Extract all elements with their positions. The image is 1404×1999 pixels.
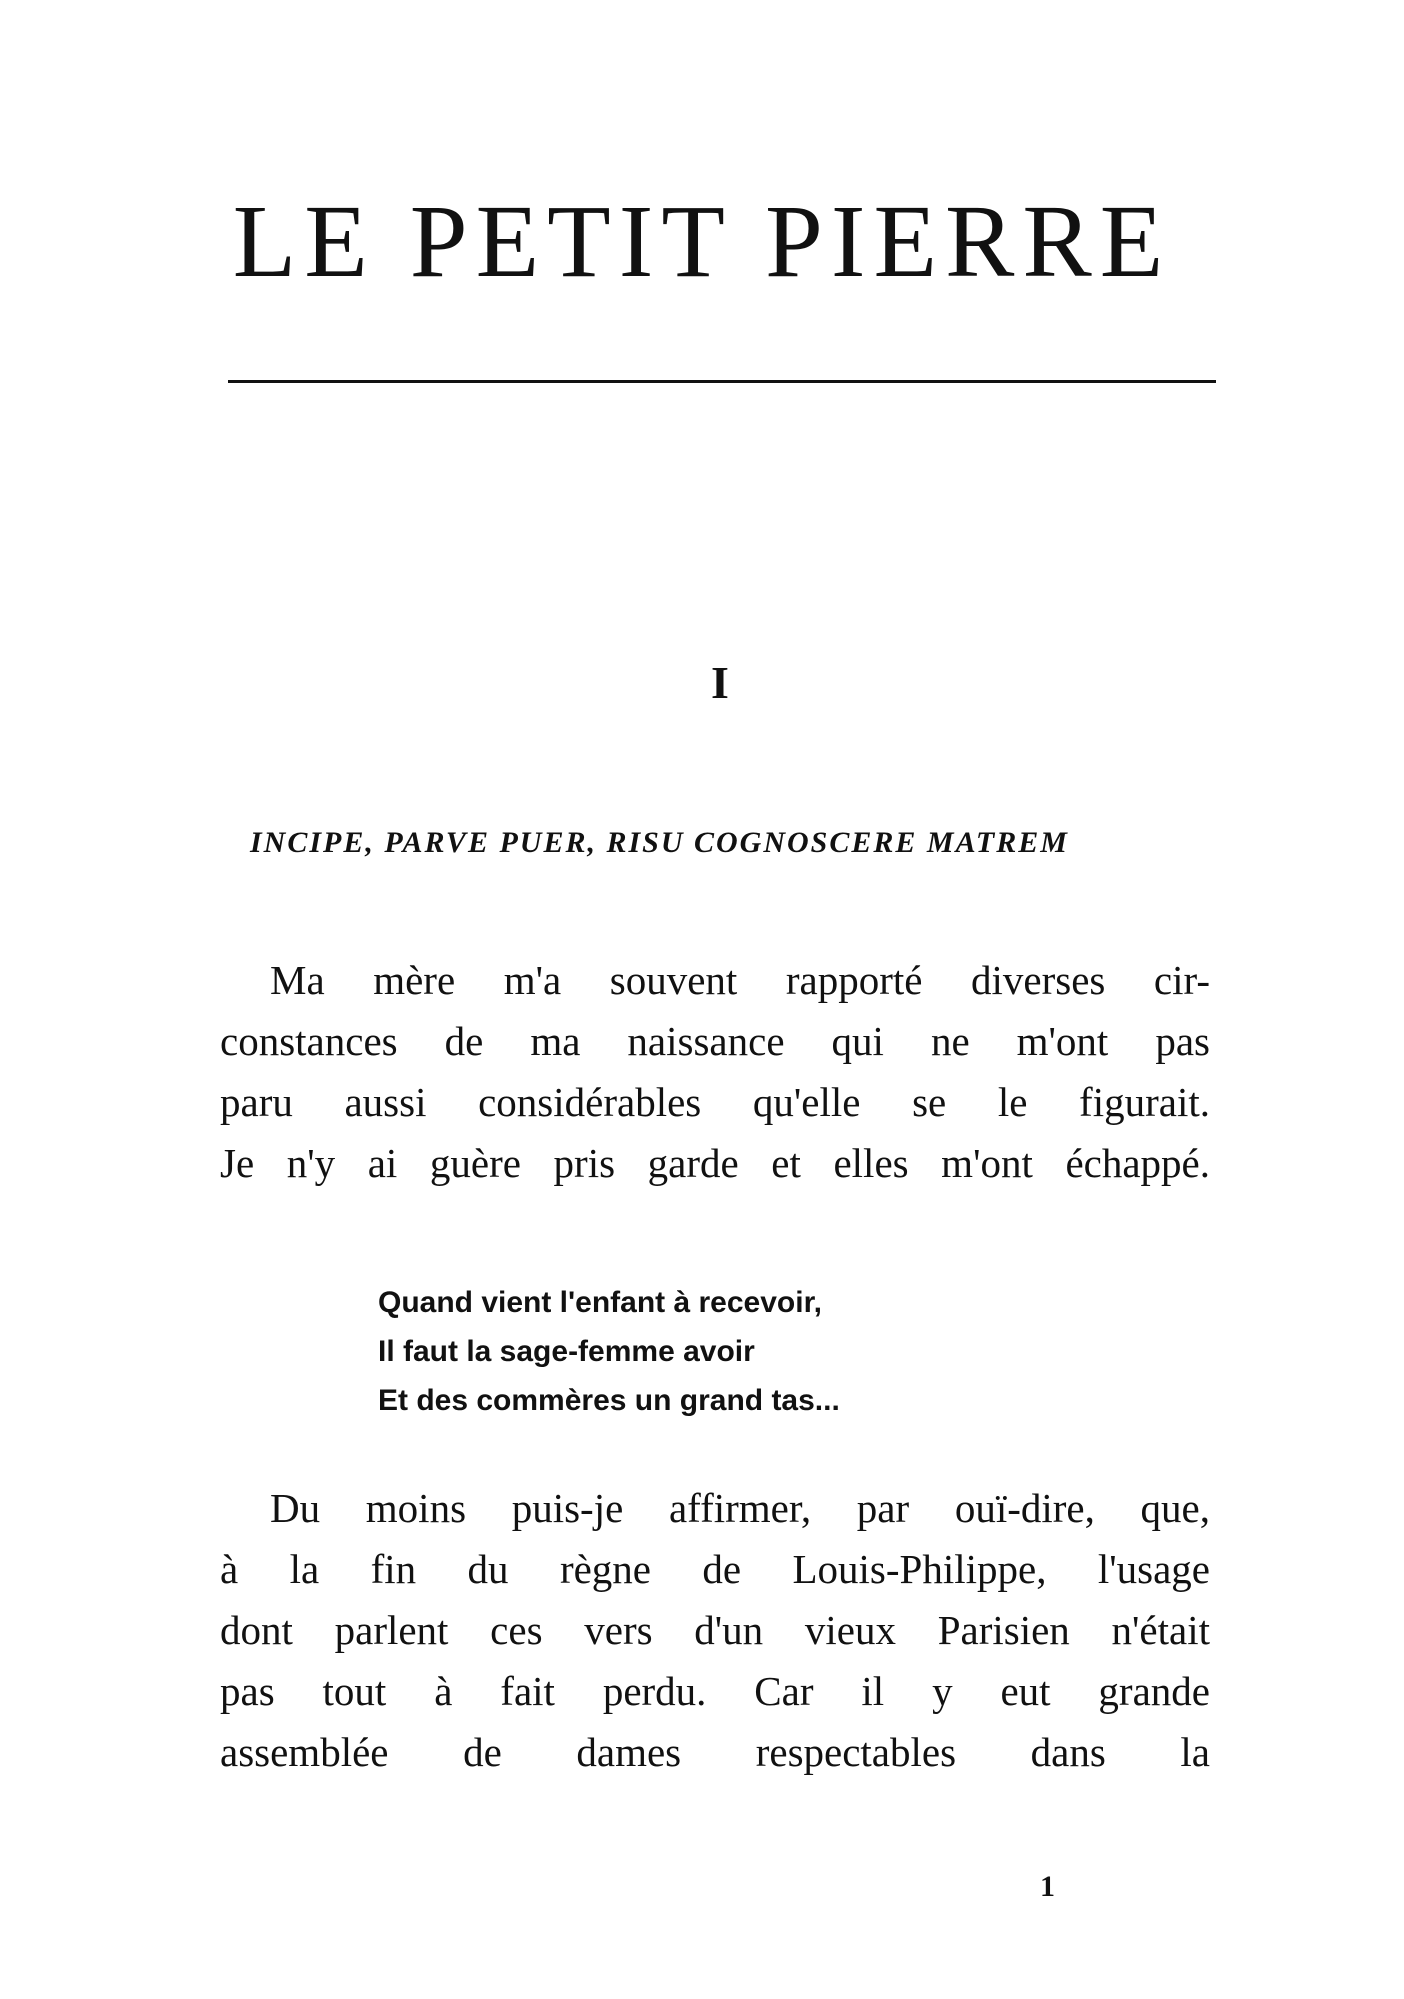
title-divider [228, 380, 1216, 383]
paragraph-line: constances de ma naissance qui ne m'ont pas [220, 1018, 1210, 1064]
paragraph-line: Je n'y ai guère pris garde et elles m'ont échappé. [220, 1140, 1210, 1186]
paragraph-line: dont parlent ces vers d'un vieux Parisien n'était [220, 1607, 1210, 1653]
verse-quotation [378, 1278, 840, 1425]
verse-line: Il faut la sage-femme avoir [378, 1335, 755, 1368]
page-number: 1 [1040, 1870, 1055, 1903]
paragraph-1 [220, 950, 1210, 1194]
paragraph-line: Ma mère m'a souvent rapporté diverses cir- [270, 957, 1210, 1003]
paragraph-line: pas tout à fait perdu. Car il y eut grande [220, 1668, 1210, 1714]
paragraph-2 [220, 1478, 1210, 1783]
paragraph-line: Du moins puis-je affirmer, par ouï-dire, que, [270, 1485, 1210, 1531]
paragraph-line: assemblée de dames respectables dans la [220, 1729, 1210, 1775]
chapter-epigraph: INCIPE, PARVE PUER, RISU COGNOSCERE MATREM [250, 826, 1069, 859]
verse-line: Quand vient l'enfant à recevoir, [378, 1286, 822, 1319]
book-title: LE PETIT PIERRE [232, 184, 1172, 299]
paragraph-line: à la fin du règne de Louis-Philippe, l'usage [220, 1546, 1210, 1592]
verse-line: Et des commères un grand tas... [378, 1384, 840, 1417]
paragraph-line: paru aussi considérables qu'elle se le figurait. [220, 1079, 1210, 1125]
chapter-number: I [711, 657, 729, 708]
